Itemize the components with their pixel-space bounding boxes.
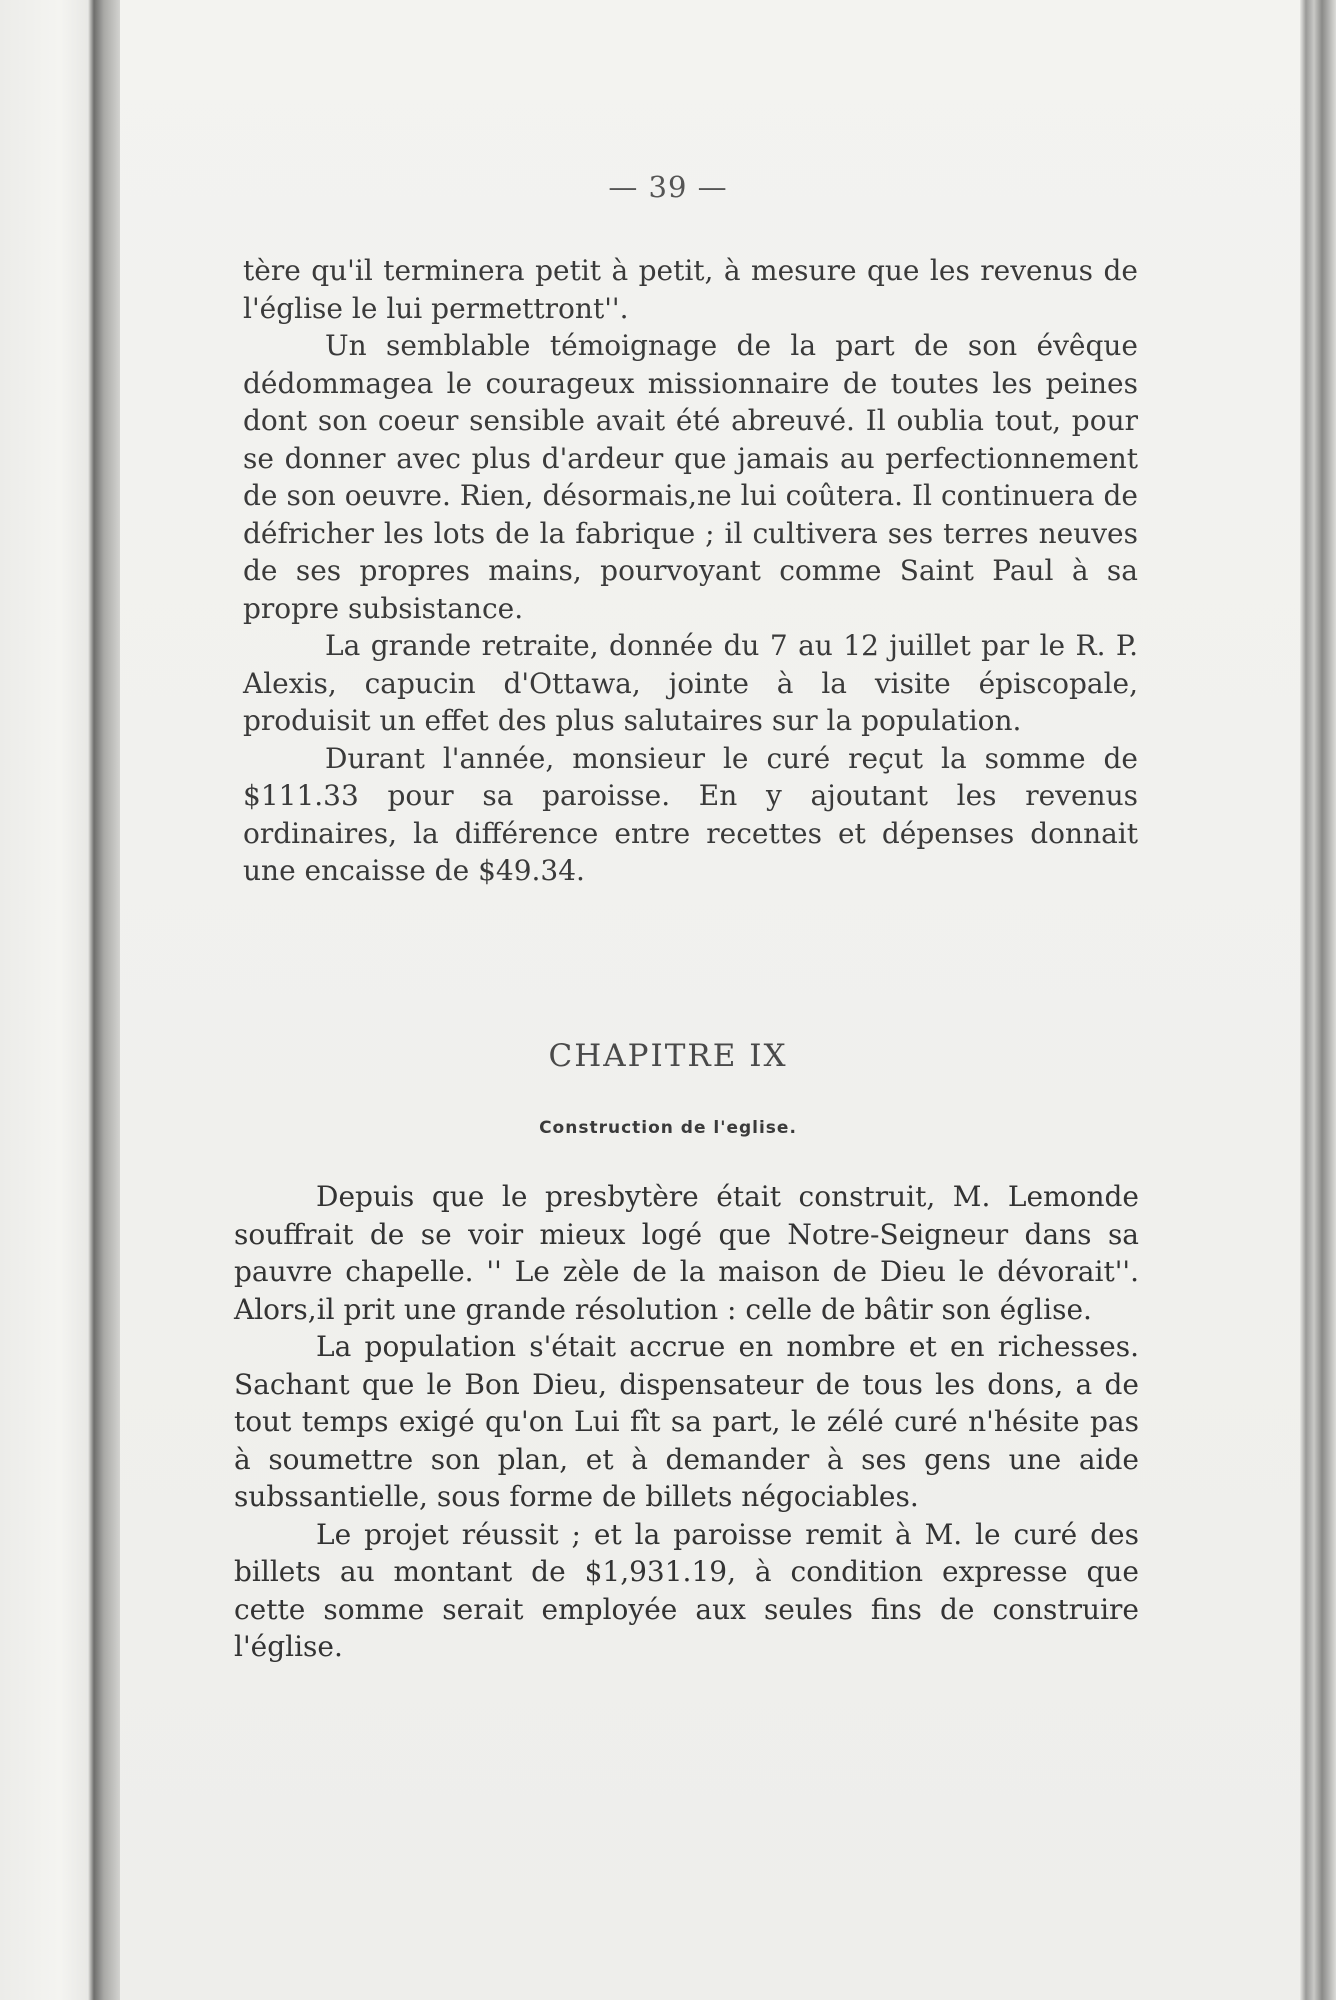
cover-edge bbox=[1300, 0, 1336, 2000]
paragraph-bishop-testimony: Un semblable témoignage de la part de son évêque dédommagea le courageux missionnaire de toutes les peines dont son coeur sensible avait été abreuvé. Il oublia tout, pour se donner avec plus d'ardeur que jamais au perfectionnement de son oeuvre. Rien, désormais,ne lui coûtera. Il continuera de défricher les lots de la fabrique ; il cultivera ses terres neuves de ses propres mains, pourvoyant comme Saint Paul à sa propre subsistance. bbox=[243, 329, 1138, 625]
paragraph-project-funding: Le projet réussit ; et la paroisse remit à M. le curé des billets au montant de $1,931.19, à condition expresse que cette somme serait employée aux seules fins de construire l'église. bbox=[234, 1517, 1139, 1663]
page-number: — 39 — bbox=[608, 170, 728, 204]
paragraph-retreat: La grande retraite, donnée du 7 au 12 juillet par le R. P. Alexis, capucin d'Ottawa, jointe à la visite épiscopale, produisit un effet des plus salutaires sur la population. bbox=[243, 629, 1138, 737]
chapter-subtitle: Construction de l'eglise. bbox=[539, 1118, 797, 1138]
upper-text-block bbox=[243, 252, 1138, 890]
paragraph-annual-budget: Durant l'année, monsieur le curé reçut la somme de $111.33 pour sa paroisse. En y ajoutant les revenus ordinaires, la différence entre recettes et dépenses donnait une encaisse de $49.34. bbox=[243, 741, 1138, 887]
paragraph-church-resolution: Depuis que le presbytère était construit, M. Lemonde souffrait de se voir mieux logé que Notre-Seigneur dans sa pauvre chapelle. '' Le zèle de la maison de Dieu le dévorait''. Alors,il prit une grande résolution : celle de bâtir son église. bbox=[234, 1180, 1139, 1326]
chapter-title: CHAPITRE IX bbox=[548, 1038, 788, 1074]
book-spine bbox=[0, 0, 120, 2000]
lower-text-block bbox=[234, 1178, 1139, 1666]
paragraph-population-growth: La population s'était accrue en nombre et en richesses. Sachant que le Bon Dieu, dispensateur de tous les dons, a de tout temps exigé qu'on Lui fît sa part, le zélé curé n'hésite pas à soumettre son plan, et à demander à ses gens une aide subssantielle, sous forme de billets négociables. bbox=[234, 1330, 1139, 1513]
paragraph-continuation: tère qu'il terminera petit à petit, à mesure que les revenus de l'église le lui permettront''. bbox=[243, 254, 1138, 325]
